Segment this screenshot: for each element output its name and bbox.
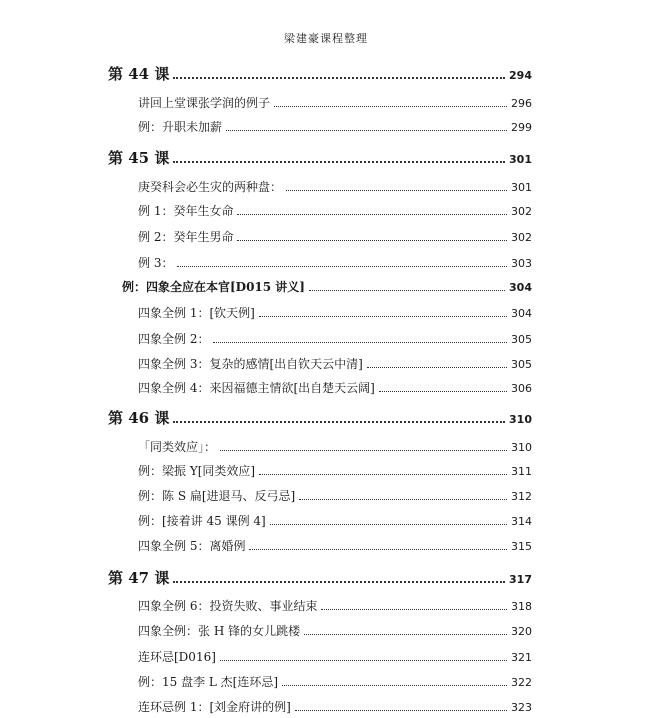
toc-page-number: 310	[509, 413, 532, 426]
toc-page-number: 296	[511, 97, 532, 110]
toc-label: 连环忌例 1：[刘金府讲的例]	[138, 700, 291, 714]
dot-leader	[309, 278, 505, 291]
toc-label: 例 3：	[138, 256, 174, 270]
toc-page-number: 303	[511, 257, 532, 270]
toc-page-number: 320	[511, 625, 532, 638]
toc-page-number: 306	[511, 382, 532, 395]
toc-page-number: 305	[511, 333, 532, 346]
dot-leader	[226, 118, 507, 131]
toc-entry[interactable]	[138, 462, 532, 479]
toc-entry[interactable]	[138, 438, 532, 455]
toc-page-number: 302	[511, 205, 532, 218]
toc-entry[interactable]	[138, 379, 532, 396]
toc-page-number: 317	[509, 573, 532, 586]
toc-entry[interactable]	[122, 278, 532, 295]
dot-leader	[321, 597, 507, 610]
dot-leader	[299, 487, 507, 500]
dot-leader	[274, 94, 507, 107]
toc-label: 四象全例 5：离婚例	[138, 539, 246, 553]
dot-leader	[270, 512, 507, 525]
toc-label: 「同类效应」：	[138, 440, 217, 454]
toc-page-number: 305	[511, 358, 532, 371]
toc-entry[interactable]	[138, 304, 532, 321]
toc-page-number: 310	[511, 441, 532, 454]
toc-page-number: 314	[511, 515, 532, 528]
toc-label: 讲回上堂课张学润的例子	[138, 96, 271, 110]
toc-label: 四象全例 1：[钦天例]	[138, 306, 255, 320]
toc-label: 四象全例 6：投资失败、事业结束	[138, 599, 318, 613]
toc-page-number: 322	[511, 676, 532, 689]
dot-leader	[249, 537, 507, 550]
toc-label: 四象全例：张 H 锋的女儿跳楼	[138, 624, 301, 638]
dot-leader	[237, 202, 507, 215]
toc-page-number: 301	[511, 181, 532, 194]
toc-label: 例：15 盘李 L 杰[连环忌]	[138, 675, 279, 689]
toc-entry[interactable]	[138, 118, 532, 135]
toc-label: 庚癸科会必生灾的两种盘：	[138, 180, 283, 194]
toc-entry[interactable]	[138, 622, 532, 639]
toc-label: 四象全例 3：复杂的感情[出自钦天云中清]	[138, 357, 363, 371]
toc-heading[interactable]	[108, 566, 532, 588]
toc-entry[interactable]	[138, 512, 532, 529]
toc-entry[interactable]	[138, 648, 532, 665]
toc-entry[interactable]	[138, 355, 532, 372]
toc-entry[interactable]	[138, 487, 532, 504]
toc-page-number: 304	[511, 307, 532, 320]
toc-label: 例：四象全应在本官[D015 讲义]	[122, 280, 305, 294]
toc-entry[interactable]	[138, 254, 532, 271]
toc-label: 第 44 课	[108, 65, 170, 83]
toc-label: 第 45 课	[108, 149, 170, 167]
toc-entry[interactable]	[138, 228, 532, 245]
toc-entry[interactable]	[138, 673, 532, 690]
dot-leader	[282, 673, 507, 686]
dot-leader	[237, 228, 507, 241]
toc-label: 第 46 课	[108, 409, 170, 427]
dot-leader	[173, 62, 505, 79]
toc-label: 例：梁振 Y[同类效应]	[138, 464, 256, 478]
toc-page-number: 294	[509, 69, 532, 82]
toc-page-number: 323	[511, 701, 532, 714]
dot-leader	[379, 379, 507, 392]
toc-entry[interactable]	[138, 202, 532, 219]
toc-entry[interactable]	[138, 94, 532, 111]
dot-leader	[220, 648, 507, 661]
dot-leader	[259, 304, 507, 317]
toc-label: 例 2：癸年生男命	[138, 230, 234, 244]
toc-page-number: 321	[511, 651, 532, 664]
toc-page-number: 302	[511, 231, 532, 244]
toc-page-number: 301	[509, 153, 532, 166]
toc-heading[interactable]	[108, 62, 532, 84]
toc-label: 例：陈 S 扁[进退马、反弓忌]	[138, 489, 296, 503]
dot-leader	[173, 566, 505, 583]
dot-leader	[213, 330, 507, 343]
toc-label: 第 47 课	[108, 569, 170, 587]
toc-entry[interactable]	[138, 597, 532, 614]
dot-leader	[220, 438, 507, 451]
toc-entry[interactable]	[138, 537, 532, 554]
toc-page-number: 312	[511, 490, 532, 503]
toc-label: 例：升职未加薪	[138, 120, 223, 134]
dot-leader	[367, 355, 507, 368]
toc-label: 例：[接着讲 45 课例 4]	[138, 514, 266, 528]
toc-entry[interactable]	[138, 178, 532, 195]
dot-leader	[259, 462, 507, 475]
toc-heading[interactable]	[108, 406, 532, 428]
dot-leader	[173, 146, 505, 163]
toc-label: 连环忌[D016]	[138, 650, 216, 664]
dot-leader	[304, 622, 507, 635]
toc-page-number: 315	[511, 540, 532, 553]
page-header: 梁建豪课程整理	[284, 32, 368, 45]
toc-heading[interactable]	[108, 146, 532, 168]
toc-label: 四象全例 2：	[138, 332, 210, 346]
dot-leader	[286, 178, 507, 191]
toc-entry[interactable]	[138, 330, 532, 347]
dot-leader	[295, 698, 507, 711]
toc-page-number: 299	[511, 121, 532, 134]
dot-leader	[173, 406, 505, 423]
toc-entry[interactable]	[138, 698, 532, 715]
toc-label: 四象全例 4：来因福德主情欲[出自楚天云阔]	[138, 381, 375, 395]
toc-page-number: 304	[509, 281, 532, 294]
toc-label: 例 1：癸年生女命	[138, 204, 234, 218]
dot-leader	[177, 254, 507, 267]
toc-page-number: 311	[511, 465, 532, 478]
toc-page-number: 318	[511, 600, 532, 613]
